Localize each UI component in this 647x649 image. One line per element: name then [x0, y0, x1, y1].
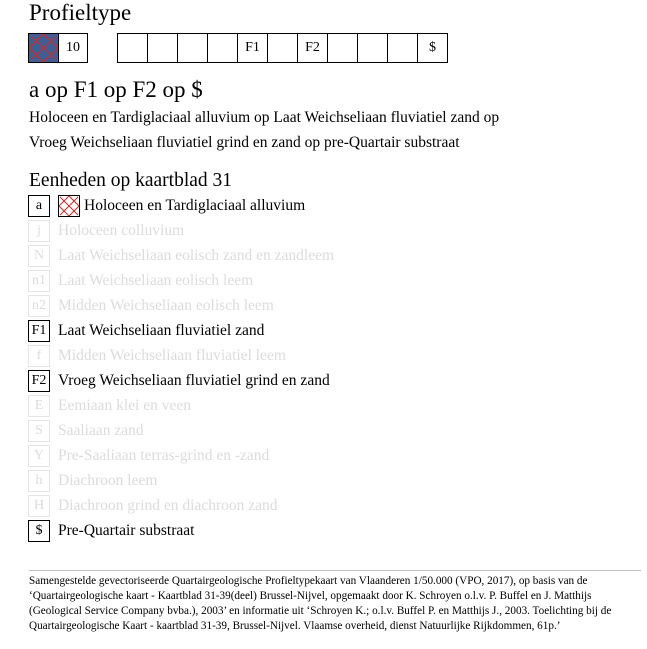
cross-hatch-swatch-icon [58, 195, 80, 217]
unit-code-badge: f [28, 345, 50, 367]
unit-label: Saaliaan zand [58, 422, 144, 439]
unit-code-badge: N [28, 245, 50, 267]
unit-label: Diachroon grind en diachroon zand [58, 497, 278, 514]
unit-row [28, 495, 278, 517]
unit-row [28, 345, 286, 367]
unit-label: Pre-Saaliaan terras-grind en -zand [58, 447, 270, 464]
profile-formula: a op F1 op F2 op $ [29, 77, 203, 102]
unit-code-badge: H [28, 495, 50, 517]
unit-row [28, 520, 194, 542]
profile-layer-cell: $ [417, 33, 448, 63]
unit-row [28, 370, 330, 392]
page-title: Profieltype [29, 0, 132, 25]
profile-layer-cell: F1 [237, 33, 267, 63]
footer-source-note: Samengestelde gevectoriseerde Quartairgeologische Profieltypekaart van Vlaanderen 1/50.000 (VPO, 2017), op basis van de ‘Quartairgeologische kaart - Kaartblad 31-39(deel) Brussel-Nijvel, opgemaakt door K. Schroyen o.l.v. P. Buffel en J. Matthijs (Geological Service Company bvba.), 2003’ en informatie uit ‘Schroyen K.; o.l.v. Buffel P. en Matthijs J., 2003. Toelichting bij de Quartairgeologische Kaart - kaartblad 31-39, Brussel-Nijvel. Vlaamse overheid, dienst Natuurlijke Rijkdommen, 61p.’ [29, 575, 612, 632]
unit-label: Vroeg Weichseliaan fluviatiel grind en zand [58, 372, 330, 389]
profile-description-line-1: Holoceen en Tardiglaciaal alluvium op Laat Weichseliaan fluviatiel zand op [29, 109, 500, 126]
profile-layer-cell [207, 33, 237, 63]
footer-divider [29, 570, 641, 571]
unit-label: Diachroon leem [58, 472, 158, 489]
profile-layer-cell: F2 [297, 33, 327, 63]
profile-legend-code: 10 [58, 33, 88, 63]
profile-layer-cell [357, 33, 387, 63]
profile-layer-cell [177, 33, 207, 63]
unit-code-badge: F1 [28, 320, 50, 342]
unit-row [28, 245, 334, 267]
unit-row [28, 395, 191, 417]
unit-row [28, 195, 305, 217]
profile-layer-cell [327, 33, 357, 63]
unit-code-badge: n2 [28, 295, 50, 317]
unit-code-badge: n1 [28, 270, 50, 292]
unit-code-badge: $ [28, 520, 50, 542]
unit-code-badge: j [28, 220, 50, 242]
profile-layer-cell [387, 33, 417, 63]
cross-hatch-swatch-icon [29, 34, 58, 62]
unit-label: Midden Weichseliaan eolisch leem [58, 297, 274, 314]
unit-row [28, 220, 184, 242]
unit-label: Eemiaan klei en veen [58, 397, 191, 414]
unit-label: Laat Weichseliaan eolisch zand en zandleem [58, 247, 335, 264]
unit-code-badge: F2 [28, 370, 50, 392]
unit-row [28, 470, 157, 492]
unit-row [28, 270, 253, 292]
profile-layer-cell [117, 33, 147, 63]
profile-description-line-2: Vroeg Weichseliaan fluviatiel grind en zand op pre-Quartair substraat [29, 134, 460, 151]
unit-label: Holoceen colluvium [58, 222, 185, 239]
profile-layer-cell [147, 33, 177, 63]
profile-layer-strip [117, 33, 448, 63]
unit-label: Holoceen en Tardiglaciaal alluvium [84, 197, 306, 214]
unit-row [28, 295, 274, 317]
unit-code-badge: Y [28, 445, 50, 467]
units-section-title: Eenheden op kaartblad 31 [29, 170, 233, 191]
unit-row [28, 445, 269, 467]
unit-label: Midden Weichseliaan fluviatiel leem [58, 347, 286, 364]
profile-swatch [28, 33, 58, 63]
unit-row [28, 320, 264, 342]
unit-label: Laat Weichseliaan eolisch leem [58, 272, 254, 289]
profile-layer-cell [267, 33, 297, 63]
unit-code-badge: h [28, 470, 50, 492]
unit-code-badge: S [28, 420, 50, 442]
unit-row [28, 420, 144, 442]
profile-legend-strip [28, 33, 88, 63]
unit-code-badge: a [28, 195, 50, 217]
unit-label: Laat Weichseliaan fluviatiel zand [58, 322, 265, 339]
unit-code-badge: E [28, 395, 50, 417]
unit-label: Pre-Quartair substraat [58, 522, 195, 539]
